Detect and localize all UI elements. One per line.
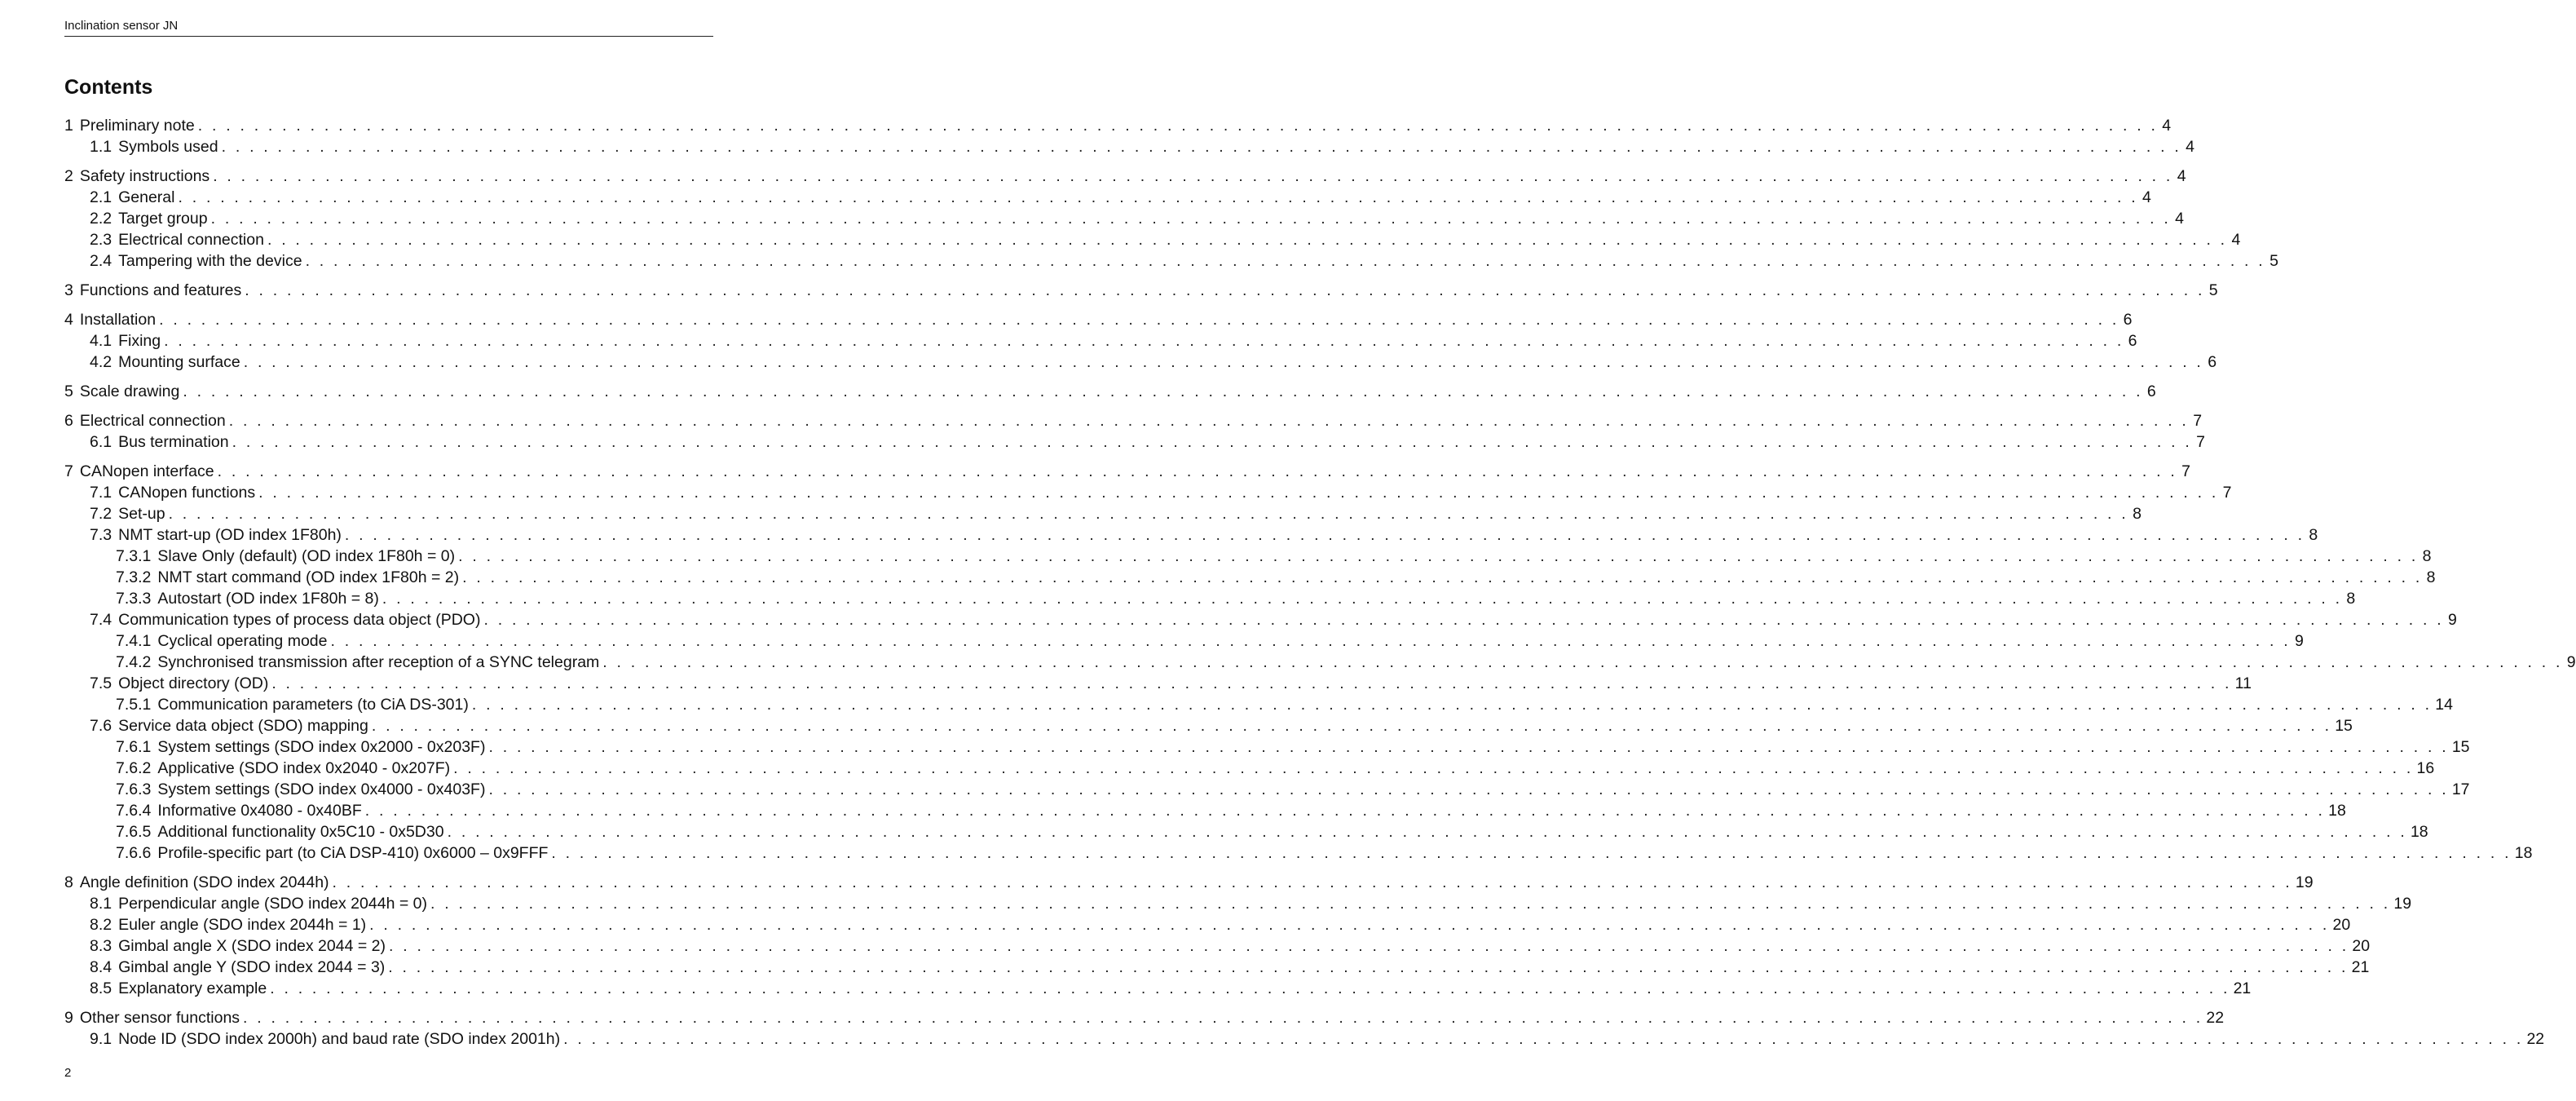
toc-entry-number: 8.1 [90,895,112,913]
toc-entry-number: 8.4 [90,958,112,976]
toc-entry[interactable] [90,208,2184,229]
dot-leader: . . . . . . . . . . . . . . . . . . . . . . . . . . . . . . . . . . . . . . . . . . . . . . . . . . . . . . . . . . . . . . . . . . . . . . . . . . . . . . . . . . . . . . . . . . . . . . . . . . . . . . . . . . . . . . . . . . . . . . . . . . . . . . . . . . . . . . . . . . . . [344,526,2305,544]
toc-entry[interactable] [64,461,2190,482]
toc-entry-page: 18 [2328,802,2346,820]
toc-entry-title: Bus termination [118,433,229,451]
toc-entry-number: 2.1 [90,188,112,206]
toc-entry-title: Cyclical operating mode [157,632,328,650]
toc-entry-title: Slave Only (default) (OD index 1F80h = 0) [157,547,456,565]
toc-entry-number: 4.2 [90,353,112,371]
toc-entry-page: 20 [2352,937,2371,955]
dot-leader: . . . . . . . . . . . . . . . . . . . . . . . . . . . . . . . . . . . . . . . . . . . . . . . . . . . . . . . . . . . . . . . . . . . . . . . . . . . . . . . . . . . . . . . . . . . . . . . . . . . . . . . . . . . . . . . . . . . . . . . . . . . . . . . . . . . . . . . . . . . . [563,1030,2524,1048]
toc-entry-page: 4 [2177,167,2186,185]
toc-entry-number: 6 [64,412,73,430]
toc-entry-number: 8.2 [90,916,112,934]
toc-entry[interactable] [90,978,2252,999]
toc-entry-page: 8 [2426,568,2436,586]
toc-entry-number: 2.4 [90,252,112,270]
toc-entry-title: Explanatory example [118,979,267,997]
toc-entry-page: 6 [2208,353,2217,371]
toc-entry[interactable] [116,758,2435,779]
dot-leader: . . . . . . . . . . . . . . . . . . . . . . . . . . . . . . . . . . . . . . . . . . . . . . . . . . . . . . . . . . . . . . . . . . . . . . . . . . . . . . . . . . . . . . . . . . . . . . . . . . . . . . . . . . . . . . . . . . . . . . . . . . . . . . . . . . . . . . . . . . . . [364,802,2326,820]
toc-entry[interactable] [90,1028,2545,1050]
toc-entry-page: 4 [2162,117,2172,135]
toc-entry-title: NMT start command (OD index 1F80h = 2) [157,568,460,586]
running-header: Inclination sensor JN [64,18,713,37]
toc-entry-page: 6 [2123,311,2133,329]
toc-entry-title: Safety instructions [79,167,210,185]
toc-entry-number: 7.3.2 [116,568,152,586]
toc-entry[interactable] [90,187,2151,208]
toc-entry-title: Electrical connection [118,231,264,249]
toc-entry-number: 7.6 [90,717,112,735]
toc-entry-number: 7.3.1 [116,547,152,565]
toc-entry-title: Synchronised transmission after reception of a SYNC telegram [157,653,600,671]
page-title: Contents [64,76,153,99]
toc-entry[interactable] [90,330,2137,352]
dot-leader: . . . . . . . . . . . . . . . . . . . . . . . . . . . . . . . . . . . . . . . . . . . . . . . . . . . . . . . . . . . . . . . . . . . . . . . . . . . . . . . . . . . . . . . . . . . . . . . . . . . . . . . . . . . . . . . . . . . . . . . . . . . . . . . . . . . . . . . . . . . . [213,167,2173,185]
dot-leader: . . . . . . . . . . . . . . . . . . . . . . . . . . . . . . . . . . . . . . . . . . . . . . . . . . . . . . . . . . . . . . . . . . . . . . . . . . . . . . . . . . . . . . . . . . . . . . . . . . . . . . . . . . . . . . . . . . . . . . . . . . . . . . . . . . . . . . . . . . . . [164,332,2124,350]
toc-entry-title: Euler angle (SDO index 2044h = 1) [118,916,367,934]
dot-leader: . . . . . . . . . . . . . . . . . . . . . . . . . . . . . . . . . . . . . . . . . . . . . . . . . . . . . . . . . . . . . . . . . . . . . . . . . . . . . . . . . . . . . . . . . . . . . . . . . . . . . . . . . . . . . . . . . . . . . . . . . . . . . . . . . . . . . . . . . . . . [228,412,2190,430]
toc-entry-number: 2 [64,167,73,185]
toc-entry-page: 22 [2206,1009,2225,1027]
toc-entry-number: 7.6.6 [116,844,152,862]
toc-entry-page: 7 [2193,412,2203,430]
toc-entry-number: 7.5.1 [116,696,152,714]
toc-entry-page: 18 [2514,844,2533,862]
toc-entry[interactable] [90,935,2371,957]
toc-entry[interactable] [90,503,2142,524]
toc-entry[interactable] [90,524,2318,546]
toc-entry-number: 7.5 [90,674,112,692]
toc-entry-number: 1 [64,117,73,135]
toc-entry-title: Node ID (SDO index 2000h) and baud rate (SDO index 2001h) [118,1030,561,1048]
toc-entry-number: 1.1 [90,138,112,156]
toc-entry-page: 7 [2181,462,2190,480]
toc-entry-title: Preliminary note [79,117,195,135]
toc-entry[interactable] [116,588,2356,609]
dot-leader: . . . . . . . . . . . . . . . . . . . . . . . . . . . . . . . . . . . . . . . . . . . . . . . . . . . . . . . . . . . . . . . . . . . . . . . . . . . . . . . . . . . . . . . . . . . . . . . . . . . . . . . . . . . . . . . . . . . . . . . . . . . . . . . . . . . . . . . . . . . . [245,281,2205,299]
dot-leader: . . . . . . . . . . . . . . . . . . . . . . . . . . . . . . . . . . . . . . . . . . . . . . . . . . . . . . . . . . . . . . . . . . . . . . . . . . . . . . . . . . . . . . . . . . . . . . . . . . . . . . . . . . . . . . . . . . . . . . . . . . . . . . . . . . . . . . . . . . . . [388,958,2349,976]
toc-entry-page: 19 [2295,873,2314,891]
toc-entry-page: 11 [2234,674,2252,692]
toc-entry[interactable] [90,482,2232,503]
toc-entry-page: 9 [2566,653,2576,671]
toc-entry-number: 8.3 [90,937,112,955]
dot-leader: . . . . . . . . . . . . . . . . . . . . . . . . . . . . . . . . . . . . . . . . . . . . . . . . . . . . . . . . . . . . . . . . . . . . . . . . . . . . . . . . . . . . . . . . . . . . . . . . . . . . . . . . . . . . . . . . . . . . . . . . . . . . . . . . . . . . . . . . . . . . [488,738,2449,756]
toc-entry[interactable] [116,652,2576,673]
dot-leader: . . . . . . . . . . . . . . . . . . . . . . . . . . . . . . . . . . . . . . . . . . . . . . . . . . . . . . . . . . . . . . . . . . . . . . . . . . . . . . . . . . . . . . . . . . . . . . . . . . . . . . . . . . . . . . . . . . . . . . . . . . . . . . . . . . . . . . . . . . . . [447,823,2407,841]
toc-entry[interactable] [90,136,2194,157]
toc-entry-title: Symbols used [118,138,218,156]
toc-entry-page: 18 [2410,823,2428,841]
toc-entry-page: 9 [2447,611,2457,629]
toc-entry-page: 8 [2422,547,2432,565]
toc-entry-title: Perpendicular angle (SDO index 2044h = 0) [118,895,427,913]
toc-entry[interactable] [64,166,2186,187]
toc-entry-title: Fixing [118,332,161,350]
toc-entry-title: Service data object (SDO) mapping [118,717,368,735]
page-number: 2 [64,1066,72,1080]
toc-entry[interactable] [90,673,2252,694]
toc-entry-number: 7.4.2 [116,653,152,671]
toc-entry-title: Gimbal angle X (SDO index 2044 = 2) [118,937,386,955]
dot-leader: . . . . . . . . . . . . . . . . . . . . . . . . . . . . . . . . . . . . . . . . . . . . . . . . . . . . . . . . . . . . . . . . . . . . . . . . . . . . . . . . . . . . . . . . . . . . . . . . . . . . . . . . . . . . . . . . . . . . . . . . . . . . . . . . . . . . . . . . . . . . [453,759,2414,777]
toc-entry-number: 9.1 [90,1030,112,1048]
toc-entry[interactable] [116,842,2533,864]
toc-entry[interactable] [64,1007,2225,1028]
toc-entry-title: NMT start-up (OD index 1F80h) [118,526,342,544]
toc-entry-title: CANopen functions [118,484,256,502]
toc-entry-title: Additional functionality 0x5C10 - 0x5D30 [157,823,444,841]
toc-entry-title: Target group [118,210,208,228]
toc-entry-number: 7.6.5 [116,823,152,841]
dot-leader: . . . . . . . . . . . . . . . . . . . . . . . . . . . . . . . . . . . . . . . . . . . . . . . . . . . . . . . . . . . . . . . . . . . . . . . . . . . . . . . . . . . . . . . . . . . . . . . . . . . . . . . . . . . . . . . . . . . . . . . . . . . . . . . . . . . . . . . . . . . . [210,210,2171,228]
toc-entry[interactable] [64,410,2203,431]
toc-entry-title: Communication types of process data object (PDO) [118,611,481,629]
toc-entry-number: 2.3 [90,231,112,249]
toc-entry-number: 7.3.3 [116,590,152,608]
dot-leader: . . . . . . . . . . . . . . . . . . . . . . . . . . . . . . . . . . . . . . . . . . . . . . . . . . . . . . . . . . . . . . . . . . . . . . . . . . . . . . . . . . . . . . . . . . . . . . . . . . . . . . . . . . . . . . . . . . . . . . . . . . . . . . . . . . . . . . . . . . . . [483,611,2444,629]
toc-entry-page: 4 [2186,138,2194,156]
toc-entry[interactable] [90,914,2351,935]
toc-entry-title: Informative 0x4080 - 0x40BF [157,802,362,820]
toc-entry-title: Mounting surface [118,353,240,371]
toc-entry[interactable] [90,957,2370,978]
dot-leader: . . . . . . . . . . . . . . . . . . . . . . . . . . . . . . . . . . . . . . . . . . . . . . . . . . . . . . . . . . . . . . . . . . . . . . . . . . . . . . . . . . . . . . . . . . . . . . . . . . . . . . . . . . . . . . . . . . . . . . . . . . . . . . . . . . . . . . . . . . . . [369,916,2330,934]
dot-leader: . . . . . . . . . . . . . . . . . . . . . . . . . . . . . . . . . . . . . . . . . . . . . . . . . . . . . . . . . . . . . . . . . . . . . . . . . . . . . . . . . . . . . . . . . . . . . . . . . . . . . . . . . . . . . . . . . . . . . . . . . . . . . . . . . . . . . . . . . . . . [602,653,2563,671]
toc-entry[interactable] [116,694,2453,715]
dot-leader: . . . . . . . . . . . . . . . . . . . . . . . . . . . . . . . . . . . . . . . . . . . . . . . . . . . . . . . . . . . . . . . . . . . . . . . . . . . . . . . . . . . . . . . . . . . . . . . . . . . . . . . . . . . . . . . . . . . . . . . . . . . . . . . . . . . . . . . . . . . . [178,188,2138,206]
toc-entry-title: General [118,188,175,206]
dot-leader: . . . . . . . . . . . . . . . . . . . . . . . . . . . . . . . . . . . . . . . . . . . . . . . . . . . . . . . . . . . . . . . . . . . . . . . . . . . . . . . . . . . . . . . . . . . . . . . . . . . . . . . . . . . . . . . . . . . . . . . . . . . . . . . . . . . . . . . . . . . . [371,717,2332,735]
dot-leader: . . . . . . . . . . . . . . . . . . . . . . . . . . . . . . . . . . . . . . . . . . . . . . . . . . . . . . . . . . . . . . . . . . . . . . . . . . . . . . . . . . . . . . . . . . . . . . . . . . . . . . . . . . . . . . . . . . . . . . . . . . . . . . . . . . . . . . . . . . . . [471,696,2433,714]
toc-entry[interactable] [116,567,2436,588]
toc-entry-number: 7.4.1 [116,632,152,650]
toc-entry-page: 5 [2208,281,2218,299]
toc-entry-number: 7.6.4 [116,802,152,820]
toc-entry-page: 9 [2294,632,2304,650]
dot-leader: . . . . . . . . . . . . . . . . . . . . . . . . . . . . . . . . . . . . . . . . . . . . . . . . . . . . . . . . . . . . . . . . . . . . . . . . . . . . . . . . . . . . . . . . . . . . . . . . . . . . . . . . . . . . . . . . . . . . . . . . . . . . . . . . . . . . . . . . . . . . [258,484,2219,502]
dot-leader: . . . . . . . . . . . . . . . . . . . . . . . . . . . . . . . . . . . . . . . . . . . . . . . . . . . . . . . . . . . . . . . . . . . . . . . . . . . . . . . . . . . . . . . . . . . . . . . . . . . . . . . . . . . . . . . . . . . . . . . . . . . . . . . . . . . . . . . . . . . . [183,382,2143,400]
toc-entry-number: 6.1 [90,433,112,451]
toc-entry-number: 4 [64,311,73,329]
toc-entry-title: Tampering with the device [118,252,302,270]
dot-leader: . . . . . . . . . . . . . . . . . . . . . . . . . . . . . . . . . . . . . . . . . . . . . . . . . . . . . . . . . . . . . . . . . . . . . . . . . . . . . . . . . . . . . . . . . . . . . . . . . . . . . . . . . . . . . . . . . . . . . . . . . . . . . . . . . . . . . . . . . . . . [267,231,2228,249]
dot-leader: . . . . . . . . . . . . . . . . . . . . . . . . . . . . . . . . . . . . . . . . . . . . . . . . . . . . . . . . . . . . . . . . . . . . . . . . . . . . . . . . . . . . . . . . . . . . . . . . . . . . . . . . . . . . . . . . . . . . . . . . . . . . . . . . . . . . . . . . . . . . [458,547,2419,565]
toc-entry-title: Applicative (SDO index 0x2040 - 0x207F) [157,759,451,777]
toc-entry[interactable] [90,715,2353,736]
toc-entry[interactable] [90,893,2412,914]
toc-entry-title: Communication parameters (to CiA DS-301) [157,696,469,714]
toc-entry-number: 7.2 [90,505,112,523]
toc-entry-page: 5 [2269,252,2278,270]
dot-leader: . . . . . . . . . . . . . . . . . . . . . . . . . . . . . . . . . . . . . . . . . . . . . . . . . . . . . . . . . . . . . . . . . . . . . . . . . . . . . . . . . . . . . . . . . . . . . . . . . . . . . . . . . . . . . . . . . . . . . . . . . . . . . . . . . . . . . . . . . . . . [271,674,2232,692]
toc-entry-number: 7.4 [90,611,112,629]
toc-entry[interactable] [116,630,2304,652]
toc-entry-page: 8 [2309,526,2318,544]
toc-entry-number: 3 [64,281,73,299]
toc-entry-number: 5 [64,382,73,400]
dot-leader: . . . . . . . . . . . . . . . . . . . . . . . . . . . . . . . . . . . . . . . . . . . . . . . . . . . . . . . . . . . . . . . . . . . . . . . . . . . . . . . . . . . . . . . . . . . . . . . . . . . . . . . . . . . . . . . . . . . . . . . . . . . . . . . . . . . . . . . . . . . . [488,780,2449,798]
toc-entry-page: 16 [2416,759,2435,777]
toc-entry-number: 9 [64,1009,73,1027]
dot-leader: . . . . . . . . . . . . . . . . . . . . . . . . . . . . . . . . . . . . . . . . . . . . . . . . . . . . . . . . . . . . . . . . . . . . . . . . . . . . . . . . . . . . . . . . . . . . . . . . . . . . . . . . . . . . . . . . . . . . . . . . . . . . . . . . . . . . . . . . . . . . [168,505,2128,523]
toc-entry-title: System settings (SDO index 0x4000 - 0x403F) [157,780,486,798]
dot-leader: . . . . . . . . . . . . . . . . . . . . . . . . . . . . . . . . . . . . . . . . . . . . . . . . . . . . . . . . . . . . . . . . . . . . . . . . . . . . . . . . . . . . . . . . . . . . . . . . . . . . . . . . . . . . . . . . . . . . . . . . . . . . . . . . . . . . . . . . . . . . [305,252,2265,270]
toc-entry[interactable] [90,250,2278,272]
toc-entry-title: Functions and features [79,281,242,299]
dot-leader: . . . . . . . . . . . . . . . . . . . . . . . . . . . . . . . . . . . . . . . . . . . . . . . . . . . . . . . . . . . . . . . . . . . . . . . . . . . . . . . . . . . . . . . . . . . . . . . . . . . . . . . . . . . . . . . . . . . . . . . . . . . . . . . . . . . . . . . . . . . . [430,895,2391,913]
toc-entry[interactable] [64,872,2314,893]
dot-leader: . . . . . . . . . . . . . . . . . . . . . . . . . . . . . . . . . . . . . . . . . . . . . . . . . . . . . . . . . . . . . . . . . . . . . . . . . . . . . . . . . . . . . . . . . . . . . . . . . . . . . . . . . . . . . . . . . . . . . . . . . . . . . . . . . . . . . . . . . . . . [159,311,2119,329]
toc-entry-number: 8 [64,873,73,891]
toc-entry-title: Installation [79,311,157,329]
toc-entry-page: 4 [2175,210,2184,228]
toc-entry[interactable] [64,280,2218,301]
dot-leader: . . . . . . . . . . . . . . . . . . . . . . . . . . . . . . . . . . . . . . . . . . . . . . . . . . . . . . . . . . . . . . . . . . . . . . . . . . . . . . . . . . . . . . . . . . . . . . . . . . . . . . . . . . . . . . . . . . . . . . . . . . . . . . . . . . . . . . . . . . . . [243,353,2204,371]
toc-entry[interactable] [116,736,2470,758]
toc-entry-title: System settings (SDO index 0x2000 - 0x203F) [157,738,486,756]
toc-entry-number: 7.6.2 [116,759,152,777]
toc-entry-page: 7 [2222,484,2232,502]
toc-entry[interactable] [90,352,2217,373]
toc-entry-page: 21 [2351,958,2370,976]
toc-entry[interactable] [116,821,2428,842]
toc-entry[interactable] [116,546,2432,567]
dot-leader: . . . . . . . . . . . . . . . . . . . . . . . . . . . . . . . . . . . . . . . . . . . . . . . . . . . . . . . . . . . . . . . . . . . . . . . . . . . . . . . . . . . . . . . . . . . . . . . . . . . . . . . . . . . . . . . . . . . . . . . . . . . . . . . . . . . . . . . . . . . . [389,937,2349,955]
toc-entry-page: 15 [2451,738,2470,756]
toc-entry-number: 7.6.1 [116,738,152,756]
dot-leader: . . . . . . . . . . . . . . . . . . . . . . . . . . . . . . . . . . . . . . . . . . . . . . . . . . . . . . . . . . . . . . . . . . . . . . . . . . . . . . . . . . . . . . . . . . . . . . . . . . . . . . . . . . . . . . . . . . . . . . . . . . . . . . . . . . . . . . . . . . . . [197,117,2159,135]
toc-entry-number: 7 [64,462,73,480]
toc-entry[interactable] [64,309,2133,330]
toc-entry-number: 2.2 [90,210,112,228]
toc-entry-page: 19 [2393,895,2412,913]
toc-entry[interactable] [90,229,2241,250]
toc-entry[interactable] [90,431,2205,453]
toc-entry-page: 17 [2451,780,2470,798]
toc-entry-number: 4.1 [90,332,112,350]
toc-entry-number: 7.1 [90,484,112,502]
toc-entry-page: 8 [2133,505,2142,523]
toc-entry-number: 7.6.3 [116,780,152,798]
toc-entry-page: 14 [2435,696,2453,714]
toc-entry-title: Profile-specific part (to CiA DSP-410) 0x6000 – 0x9FFF [157,844,549,862]
toc-entry-page: 4 [2142,188,2151,206]
toc-entry-title: Electrical connection [79,412,226,430]
toc-entry[interactable] [116,779,2470,800]
dot-leader: . . . . . . . . . . . . . . . . . . . . . . . . . . . . . . . . . . . . . . . . . . . . . . . . . . . . . . . . . . . . . . . . . . . . . . . . . . . . . . . . . . . . . . . . . . . . . . . . . . . . . . . . . . . . . . . . . . . . . . . . . . . . . . . . . . . . . . . . . . . . [217,462,2177,480]
toc-entry-page: 7 [2196,433,2205,451]
toc-entry-title: Scale drawing [79,382,180,400]
toc-entry[interactable] [116,800,2346,821]
dot-leader: . . . . . . . . . . . . . . . . . . . . . . . . . . . . . . . . . . . . . . . . . . . . . . . . . . . . . . . . . . . . . . . . . . . . . . . . . . . . . . . . . . . . . . . . . . . . . . . . . . . . . . . . . . . . . . . . . . . . . . . . . . . . . . . . . . . . . . . . . . . . [332,873,2292,891]
toc-entry-title: CANopen interface [79,462,214,480]
dot-leader: . . . . . . . . . . . . . . . . . . . . . . . . . . . . . . . . . . . . . . . . . . . . . . . . . . . . . . . . . . . . . . . . . . . . . . . . . . . . . . . . . . . . . . . . . . . . . . . . . . . . . . . . . . . . . . . . . . . . . . . . . . . . . . . . . . . . . . . . . . . . [232,433,2192,451]
dot-leader: . . . . . . . . . . . . . . . . . . . . . . . . . . . . . . . . . . . . . . . . . . . . . . . . . . . . . . . . . . . . . . . . . . . . . . . . . . . . . . . . . . . . . . . . . . . . . . . . . . . . . . . . . . . . . . . . . . . . . . . . . . . . . . . . . . . . . . . . . . . . [221,138,2181,156]
toc-entry-page: 6 [2146,382,2156,400]
toc-entry-number: 8.5 [90,979,112,997]
toc-entry-page: 20 [2332,916,2351,934]
toc-entry-title: Object directory (OD) [118,674,269,692]
toc-entry-title: Other sensor functions [79,1009,240,1027]
toc-entry[interactable] [90,609,2457,630]
toc-entry-page: 8 [2346,590,2356,608]
toc-entry-page: 21 [2233,979,2252,997]
toc-entry-number: 7.3 [90,526,112,544]
dot-leader: . . . . . . . . . . . . . . . . . . . . . . . . . . . . . . . . . . . . . . . . . . . . . . . . . . . . . . . . . . . . . . . . . . . . . . . . . . . . . . . . . . . . . . . . . . . . . . . . . . . . . . . . . . . . . . . . . . . . . . . . . . . . . . . . . . . . . . . . . . . . [330,632,2291,650]
toc-entry-title: Set-up [118,505,165,523]
dot-leader: . . . . . . . . . . . . . . . . . . . . . . . . . . . . . . . . . . . . . . . . . . . . . . . . . . . . . . . . . . . . . . . . . . . . . . . . . . . . . . . . . . . . . . . . . . . . . . . . . . . . . . . . . . . . . . . . . . . . . . . . . . . . . . . . . . . . . . . . . . . . [270,979,2230,997]
dot-leader: . . . . . . . . . . . . . . . . . . . . . . . . . . . . . . . . . . . . . . . . . . . . . . . . . . . . . . . . . . . . . . . . . . . . . . . . . . . . . . . . . . . . . . . . . . . . . . . . . . . . . . . . . . . . . . . . . . . . . . . . . . . . . . . . . . . . . . . . . . . . [551,844,2512,862]
toc-entry-title: Angle definition (SDO index 2044h) [79,873,329,891]
toc-entry-title: Autostart (OD index 1F80h = 8) [157,590,379,608]
toc-entry-page: 15 [2335,717,2353,735]
toc-entry-title: Gimbal angle Y (SDO index 2044 = 3) [118,958,386,976]
dot-leader: . . . . . . . . . . . . . . . . . . . . . . . . . . . . . . . . . . . . . . . . . . . . . . . . . . . . . . . . . . . . . . . . . . . . . . . . . . . . . . . . . . . . . . . . . . . . . . . . . . . . . . . . . . . . . . . . . . . . . . . . . . . . . . . . . . . . . . . . . . . . [462,568,2423,586]
toc-entry-page: 4 [2231,231,2241,249]
toc-entry-page: 6 [2128,332,2137,350]
toc-entry-page: 22 [2526,1030,2545,1048]
dot-leader: . . . . . . . . . . . . . . . . . . . . . . . . . . . . . . . . . . . . . . . . . . . . . . . . . . . . . . . . . . . . . . . . . . . . . . . . . . . . . . . . . . . . . . . . . . . . . . . . . . . . . . . . . . . . . . . . . . . . . . . . . . . . . . . . . . . . . . . . . . . . [243,1009,2203,1027]
dot-leader: . . . . . . . . . . . . . . . . . . . . . . . . . . . . . . . . . . . . . . . . . . . . . . . . . . . . . . . . . . . . . . . . . . . . . . . . . . . . . . . . . . . . . . . . . . . . . . . . . . . . . . . . . . . . . . . . . . . . . . . . . . . . . . . . . . . . . . . . . . . . [382,590,2343,608]
toc-entry[interactable] [64,115,2172,136]
toc-entry[interactable] [64,381,2156,402]
